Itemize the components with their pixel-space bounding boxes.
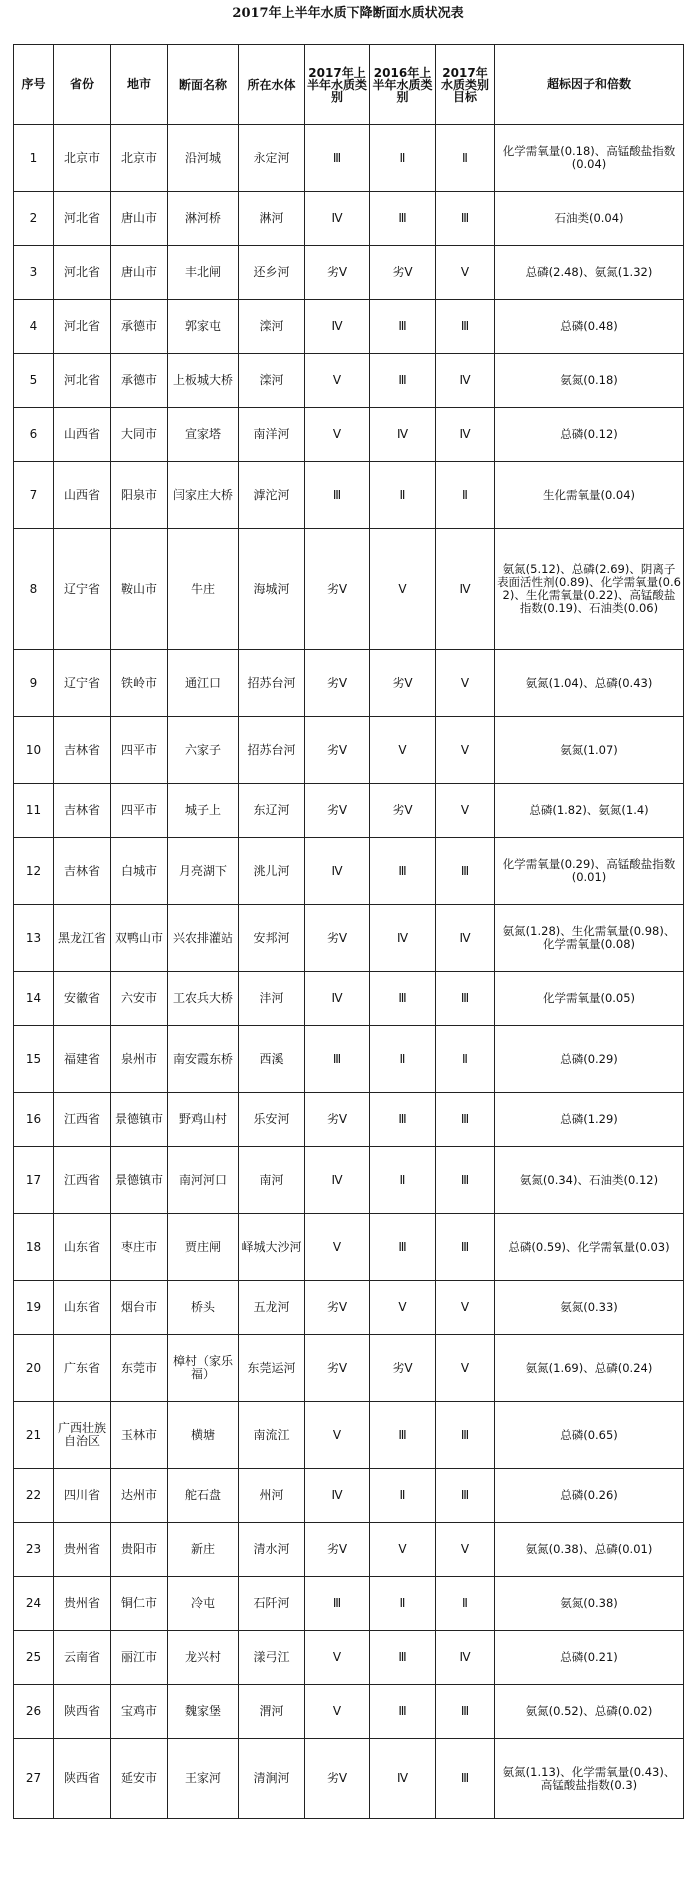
cell-province: 广西壮族自治区 <box>54 1402 111 1469</box>
cell-section-name: 工农兵大桥 <box>168 972 239 1026</box>
table-row <box>14 717 684 784</box>
cell-water-body: 滹沱河 <box>239 462 305 529</box>
table-row <box>14 1335 684 1402</box>
cell-class-2017h1: Ⅳ <box>305 838 370 905</box>
cell-index: 6 <box>14 408 54 462</box>
cell-city: 景德镇市 <box>111 1093 168 1147</box>
cell-target-2017: Ⅳ <box>436 529 495 650</box>
cell-water-body: 乐安河 <box>239 1093 305 1147</box>
cell-exceed-factors: 氨氮(0.18) <box>495 354 684 408</box>
cell-target-2017: Ⅳ <box>436 354 495 408</box>
cell-class-2016h1: Ⅲ <box>370 192 436 246</box>
header-section-name: 断面名称 <box>168 45 239 125</box>
cell-class-2016h1: Ⅳ <box>370 408 436 462</box>
cell-water-body: 南流江 <box>239 1402 305 1469</box>
cell-exceed-factors: 总磷(1.82)、氨氮(1.4) <box>495 784 684 838</box>
cell-class-2016h1: Ⅲ <box>370 1214 436 1281</box>
cell-class-2016h1: Ⅱ <box>370 125 436 192</box>
cell-index: 16 <box>14 1093 54 1147</box>
cell-city: 铜仁市 <box>111 1577 168 1631</box>
cell-class-2016h1: Ⅳ <box>370 905 436 972</box>
cell-class-2017h1: Ⅲ <box>305 1577 370 1631</box>
cell-section-name: 南河河口 <box>168 1147 239 1214</box>
cell-water-body: 招苏台河 <box>239 650 305 717</box>
cell-city: 泉州市 <box>111 1026 168 1093</box>
cell-class-2016h1: Ⅱ <box>370 1026 436 1093</box>
cell-province: 江西省 <box>54 1093 111 1147</box>
cell-class-2017h1: Ⅴ <box>305 1402 370 1469</box>
cell-exceed-factors: 氨氮(1.28)、生化需氧量(0.98)、化学需氧量(0.08) <box>495 905 684 972</box>
cell-exceed-factors: 氨氮(1.04)、总磷(0.43) <box>495 650 684 717</box>
table-row <box>14 125 684 192</box>
cell-water-body: 沣河 <box>239 972 305 1026</box>
cell-section-name: 贾庄闸 <box>168 1214 239 1281</box>
cell-target-2017: Ⅲ <box>436 838 495 905</box>
cell-water-body: 东辽河 <box>239 784 305 838</box>
cell-class-2017h1: Ⅳ <box>305 972 370 1026</box>
cell-section-name: 宣家塔 <box>168 408 239 462</box>
cell-index: 24 <box>14 1577 54 1631</box>
cell-class-2017h1: 劣Ⅴ <box>305 1739 370 1819</box>
table-row <box>14 1685 684 1739</box>
cell-class-2017h1: 劣Ⅴ <box>305 1093 370 1147</box>
cell-water-body: 洮儿河 <box>239 838 305 905</box>
cell-exceed-factors: 总磷(0.21) <box>495 1631 684 1685</box>
cell-target-2017: Ⅱ <box>436 1026 495 1093</box>
cell-province: 吉林省 <box>54 838 111 905</box>
cell-water-body: 南洋河 <box>239 408 305 462</box>
header-water-body: 所在水体 <box>239 45 305 125</box>
header-index: 序号 <box>14 45 54 125</box>
table-row <box>14 1631 684 1685</box>
cell-class-2016h1: Ⅲ <box>370 1402 436 1469</box>
cell-target-2017: Ⅴ <box>436 1281 495 1335</box>
cell-class-2016h1: Ⅳ <box>370 1739 436 1819</box>
cell-water-body: 峄城大沙河 <box>239 1214 305 1281</box>
header-class-2017h1: 2017年上半年水质类别 <box>305 45 370 125</box>
cell-class-2016h1: Ⅱ <box>370 1469 436 1523</box>
cell-index: 2 <box>14 192 54 246</box>
cell-province: 广东省 <box>54 1335 111 1402</box>
cell-class-2017h1: Ⅴ <box>305 1685 370 1739</box>
cell-city: 贵阳市 <box>111 1523 168 1577</box>
cell-index: 25 <box>14 1631 54 1685</box>
cell-province: 四川省 <box>54 1469 111 1523</box>
cell-exceed-factors: 石油类(0.04) <box>495 192 684 246</box>
table-row <box>14 650 684 717</box>
table-row <box>14 192 684 246</box>
cell-province: 山西省 <box>54 462 111 529</box>
cell-water-body: 清水河 <box>239 1523 305 1577</box>
cell-class-2017h1: Ⅲ <box>305 462 370 529</box>
cell-province: 北京市 <box>54 125 111 192</box>
cell-city: 东莞市 <box>111 1335 168 1402</box>
cell-exceed-factors: 总磷(1.29) <box>495 1093 684 1147</box>
table-row <box>14 784 684 838</box>
header-city: 地市 <box>111 45 168 125</box>
cell-target-2017: Ⅴ <box>436 717 495 784</box>
cell-target-2017: Ⅱ <box>436 462 495 529</box>
cell-city: 六安市 <box>111 972 168 1026</box>
cell-water-body: 还乡河 <box>239 246 305 300</box>
header-target-2017: 2017年水质类别目标 <box>436 45 495 125</box>
cell-target-2017: Ⅲ <box>436 1147 495 1214</box>
cell-city: 铁岭市 <box>111 650 168 717</box>
cell-target-2017: Ⅴ <box>436 784 495 838</box>
cell-class-2016h1: Ⅲ <box>370 300 436 354</box>
cell-exceed-factors: 化学需氧量(0.29)、高锰酸盐指数(0.01) <box>495 838 684 905</box>
cell-target-2017: Ⅳ <box>436 1631 495 1685</box>
cell-water-body: 永定河 <box>239 125 305 192</box>
cell-section-name: 月亮湖下 <box>168 838 239 905</box>
cell-province: 山东省 <box>54 1281 111 1335</box>
cell-class-2017h1: 劣Ⅴ <box>305 905 370 972</box>
cell-water-body: 漾弓江 <box>239 1631 305 1685</box>
cell-exceed-factors: 总磷(0.29) <box>495 1026 684 1093</box>
cell-target-2017: Ⅲ <box>436 192 495 246</box>
table-row <box>14 1093 684 1147</box>
cell-class-2016h1: Ⅱ <box>370 1147 436 1214</box>
cell-section-name: 南安霞东桥 <box>168 1026 239 1093</box>
header-exceed-factors: 超标因子和倍数 <box>495 45 684 125</box>
cell-index: 14 <box>14 972 54 1026</box>
cell-section-name: 丰北闸 <box>168 246 239 300</box>
cell-index: 11 <box>14 784 54 838</box>
cell-class-2017h1: Ⅴ <box>305 354 370 408</box>
cell-class-2016h1: Ⅲ <box>370 1631 436 1685</box>
cell-section-name: 野鸡山村 <box>168 1093 239 1147</box>
cell-exceed-factors: 氨氮(0.33) <box>495 1281 684 1335</box>
cell-province: 云南省 <box>54 1631 111 1685</box>
cell-water-body: 安邦河 <box>239 905 305 972</box>
cell-city: 延安市 <box>111 1739 168 1819</box>
cell-province: 黑龙江省 <box>54 905 111 972</box>
cell-target-2017: Ⅲ <box>436 1093 495 1147</box>
table-row <box>14 905 684 972</box>
table-row <box>14 1577 684 1631</box>
cell-class-2016h1: Ⅴ <box>370 1523 436 1577</box>
cell-index: 7 <box>14 462 54 529</box>
cell-class-2016h1: Ⅲ <box>370 354 436 408</box>
cell-class-2016h1: Ⅴ <box>370 1281 436 1335</box>
cell-city: 玉林市 <box>111 1402 168 1469</box>
cell-province: 河北省 <box>54 192 111 246</box>
table-row <box>14 1469 684 1523</box>
cell-class-2016h1: 劣Ⅴ <box>370 650 436 717</box>
cell-exceed-factors: 氨氮(1.13)、化学需氧量(0.43)、高锰酸盐指数(0.3) <box>495 1739 684 1819</box>
cell-class-2017h1: Ⅴ <box>305 1631 370 1685</box>
cell-target-2017: Ⅳ <box>436 905 495 972</box>
cell-section-name: 桥头 <box>168 1281 239 1335</box>
cell-exceed-factors: 化学需氧量(0.05) <box>495 972 684 1026</box>
cell-target-2017: Ⅲ <box>436 1402 495 1469</box>
cell-class-2016h1: Ⅱ <box>370 462 436 529</box>
cell-province: 辽宁省 <box>54 650 111 717</box>
cell-province: 福建省 <box>54 1026 111 1093</box>
cell-target-2017: Ⅲ <box>436 972 495 1026</box>
cell-section-name: 上板城大桥 <box>168 354 239 408</box>
cell-water-body: 南河 <box>239 1147 305 1214</box>
cell-section-name: 通江口 <box>168 650 239 717</box>
cell-exceed-factors: 总磷(0.26) <box>495 1469 684 1523</box>
cell-index: 5 <box>14 354 54 408</box>
cell-exceed-factors: 总磷(0.59)、化学需氧量(0.03) <box>495 1214 684 1281</box>
cell-city: 景德镇市 <box>111 1147 168 1214</box>
cell-class-2016h1: 劣Ⅴ <box>370 784 436 838</box>
cell-class-2016h1: Ⅴ <box>370 529 436 650</box>
table-row <box>14 462 684 529</box>
cell-index: 15 <box>14 1026 54 1093</box>
table-row <box>14 1402 684 1469</box>
cell-water-body: 西溪 <box>239 1026 305 1093</box>
cell-province: 山东省 <box>54 1214 111 1281</box>
cell-class-2016h1: 劣Ⅴ <box>370 246 436 300</box>
cell-class-2017h1: Ⅴ <box>305 408 370 462</box>
cell-index: 21 <box>14 1402 54 1469</box>
cell-index: 22 <box>14 1469 54 1523</box>
cell-class-2016h1: Ⅲ <box>370 972 436 1026</box>
cell-exceed-factors: 氨氮(5.12)、总磷(2.69)、阴离子表面活性剂(0.89)、化学需氧量(0.62)、生化需氧量(0.22)、高锰酸盐指数(0.19)、石油类(0.06) <box>495 529 684 650</box>
cell-water-body: 石阡河 <box>239 1577 305 1631</box>
cell-class-2017h1: 劣Ⅴ <box>305 529 370 650</box>
cell-water-body: 海城河 <box>239 529 305 650</box>
cell-section-name: 魏家堡 <box>168 1685 239 1739</box>
cell-exceed-factors: 氨氮(1.69)、总磷(0.24) <box>495 1335 684 1402</box>
cell-exceed-factors: 氨氮(1.07) <box>495 717 684 784</box>
cell-index: 4 <box>14 300 54 354</box>
table-row <box>14 529 684 650</box>
cell-province: 河北省 <box>54 300 111 354</box>
cell-section-name: 樟村（家乐福） <box>168 1335 239 1402</box>
cell-section-name: 郭家屯 <box>168 300 239 354</box>
cell-province: 陕西省 <box>54 1685 111 1739</box>
cell-section-name: 牛庄 <box>168 529 239 650</box>
cell-target-2017: Ⅱ <box>436 1577 495 1631</box>
cell-index: 23 <box>14 1523 54 1577</box>
cell-class-2017h1: 劣Ⅴ <box>305 1523 370 1577</box>
cell-province: 安徽省 <box>54 972 111 1026</box>
table-body <box>14 125 684 1819</box>
cell-class-2017h1: Ⅳ <box>305 300 370 354</box>
cell-section-name: 新庄 <box>168 1523 239 1577</box>
cell-section-name: 六家子 <box>168 717 239 784</box>
cell-exceed-factors: 总磷(2.48)、氨氮(1.32) <box>495 246 684 300</box>
cell-section-name: 闫家庄大桥 <box>168 462 239 529</box>
cell-city: 宝鸡市 <box>111 1685 168 1739</box>
cell-class-2017h1: 劣Ⅴ <box>305 784 370 838</box>
cell-province: 吉林省 <box>54 717 111 784</box>
cell-water-body: 滦河 <box>239 300 305 354</box>
cell-section-name: 兴农排灌站 <box>168 905 239 972</box>
cell-class-2016h1: 劣Ⅴ <box>370 1335 436 1402</box>
cell-city: 大同市 <box>111 408 168 462</box>
cell-index: 9 <box>14 650 54 717</box>
cell-class-2016h1: Ⅲ <box>370 1685 436 1739</box>
cell-province: 贵州省 <box>54 1523 111 1577</box>
table-row <box>14 1281 684 1335</box>
cell-city: 枣庄市 <box>111 1214 168 1281</box>
cell-index: 8 <box>14 529 54 650</box>
cell-exceed-factors: 生化需氧量(0.04) <box>495 462 684 529</box>
table-row <box>14 972 684 1026</box>
cell-exceed-factors: 氨氮(0.52)、总磷(0.02) <box>495 1685 684 1739</box>
table-row <box>14 1026 684 1093</box>
header-province: 省份 <box>54 45 111 125</box>
cell-section-name: 王家河 <box>168 1739 239 1819</box>
cell-class-2017h1: Ⅳ <box>305 192 370 246</box>
cell-water-body: 五龙河 <box>239 1281 305 1335</box>
cell-water-body: 招苏台河 <box>239 717 305 784</box>
table-row <box>14 1147 684 1214</box>
cell-section-name: 冷屯 <box>168 1577 239 1631</box>
cell-exceed-factors: 总磷(0.48) <box>495 300 684 354</box>
cell-target-2017: Ⅲ <box>436 1685 495 1739</box>
cell-class-2016h1: Ⅲ <box>370 1093 436 1147</box>
cell-city: 四平市 <box>111 717 168 784</box>
cell-target-2017: Ⅲ <box>436 1469 495 1523</box>
cell-city: 北京市 <box>111 125 168 192</box>
cell-index: 3 <box>14 246 54 300</box>
cell-index: 20 <box>14 1335 54 1402</box>
cell-index: 13 <box>14 905 54 972</box>
cell-province: 河北省 <box>54 246 111 300</box>
cell-city: 承德市 <box>111 300 168 354</box>
cell-city: 白城市 <box>111 838 168 905</box>
cell-city: 唐山市 <box>111 246 168 300</box>
table-row <box>14 1739 684 1819</box>
cell-section-name: 淋河桥 <box>168 192 239 246</box>
cell-target-2017: Ⅲ <box>436 300 495 354</box>
cell-index: 26 <box>14 1685 54 1739</box>
cell-exceed-factors: 化学需氧量(0.18)、高锰酸盐指数(0.04) <box>495 125 684 192</box>
cell-class-2017h1: 劣Ⅴ <box>305 650 370 717</box>
cell-city: 双鸭山市 <box>111 905 168 972</box>
cell-index: 19 <box>14 1281 54 1335</box>
cell-target-2017: Ⅴ <box>436 246 495 300</box>
page-title: 2017年上半年水质下降断面水质状况表 <box>232 6 464 21</box>
cell-water-body: 渭河 <box>239 1685 305 1739</box>
cell-section-name: 沿河城 <box>168 125 239 192</box>
cell-exceed-factors: 氨氮(0.38)、总磷(0.01) <box>495 1523 684 1577</box>
cell-class-2017h1: Ⅲ <box>305 125 370 192</box>
cell-class-2017h1: Ⅳ <box>305 1147 370 1214</box>
header-row <box>14 45 684 125</box>
cell-class-2017h1: 劣Ⅴ <box>305 717 370 784</box>
table-row <box>14 1214 684 1281</box>
cell-class-2017h1: 劣Ⅴ <box>305 1335 370 1402</box>
cell-class-2016h1: Ⅱ <box>370 1577 436 1631</box>
water-quality-table <box>13 44 684 1819</box>
cell-section-name: 城子上 <box>168 784 239 838</box>
cell-target-2017: Ⅱ <box>436 125 495 192</box>
cell-class-2017h1: Ⅳ <box>305 1469 370 1523</box>
table-row <box>14 1523 684 1577</box>
cell-province: 河北省 <box>54 354 111 408</box>
cell-city: 阳泉市 <box>111 462 168 529</box>
cell-target-2017: Ⅳ <box>436 408 495 462</box>
cell-city: 唐山市 <box>111 192 168 246</box>
cell-province: 贵州省 <box>54 1577 111 1631</box>
cell-exceed-factors: 氨氮(0.34)、石油类(0.12) <box>495 1147 684 1214</box>
cell-water-body: 淋河 <box>239 192 305 246</box>
cell-city: 烟台市 <box>111 1281 168 1335</box>
table-row <box>14 408 684 462</box>
cell-class-2017h1: Ⅴ <box>305 1214 370 1281</box>
table-row <box>14 246 684 300</box>
cell-class-2017h1: 劣Ⅴ <box>305 246 370 300</box>
cell-index: 18 <box>14 1214 54 1281</box>
cell-province: 江西省 <box>54 1147 111 1214</box>
cell-index: 27 <box>14 1739 54 1819</box>
table-row <box>14 300 684 354</box>
cell-province: 山西省 <box>54 408 111 462</box>
cell-city: 丽江市 <box>111 1631 168 1685</box>
cell-section-name: 横塘 <box>168 1402 239 1469</box>
cell-class-2017h1: 劣Ⅴ <box>305 1281 370 1335</box>
cell-target-2017: Ⅲ <box>436 1739 495 1819</box>
cell-index: 10 <box>14 717 54 784</box>
cell-target-2017: Ⅴ <box>436 1523 495 1577</box>
cell-province: 陕西省 <box>54 1739 111 1819</box>
cell-city: 达州市 <box>111 1469 168 1523</box>
cell-target-2017: Ⅴ <box>436 1335 495 1402</box>
cell-water-body: 滦河 <box>239 354 305 408</box>
cell-water-body: 清涧河 <box>239 1739 305 1819</box>
cell-exceed-factors: 总磷(0.12) <box>495 408 684 462</box>
cell-index: 12 <box>14 838 54 905</box>
cell-target-2017: Ⅴ <box>436 650 495 717</box>
cell-section-name: 舵石盘 <box>168 1469 239 1523</box>
cell-class-2016h1: Ⅲ <box>370 838 436 905</box>
header-class-2016h1: 2016年上半年水质类别 <box>370 45 436 125</box>
cell-province: 吉林省 <box>54 784 111 838</box>
cell-class-2017h1: Ⅲ <box>305 1026 370 1093</box>
cell-exceed-factors: 氨氮(0.38) <box>495 1577 684 1631</box>
cell-target-2017: Ⅲ <box>436 1214 495 1281</box>
table-row <box>14 838 684 905</box>
cell-exceed-factors: 总磷(0.65) <box>495 1402 684 1469</box>
cell-water-body: 东莞运河 <box>239 1335 305 1402</box>
cell-class-2016h1: Ⅴ <box>370 717 436 784</box>
cell-section-name: 龙兴村 <box>168 1631 239 1685</box>
cell-index: 17 <box>14 1147 54 1214</box>
cell-province: 辽宁省 <box>54 529 111 650</box>
cell-city: 鞍山市 <box>111 529 168 650</box>
cell-index: 1 <box>14 125 54 192</box>
cell-city: 四平市 <box>111 784 168 838</box>
cell-city: 承德市 <box>111 354 168 408</box>
cell-water-body: 州河 <box>239 1469 305 1523</box>
table-row <box>14 354 684 408</box>
